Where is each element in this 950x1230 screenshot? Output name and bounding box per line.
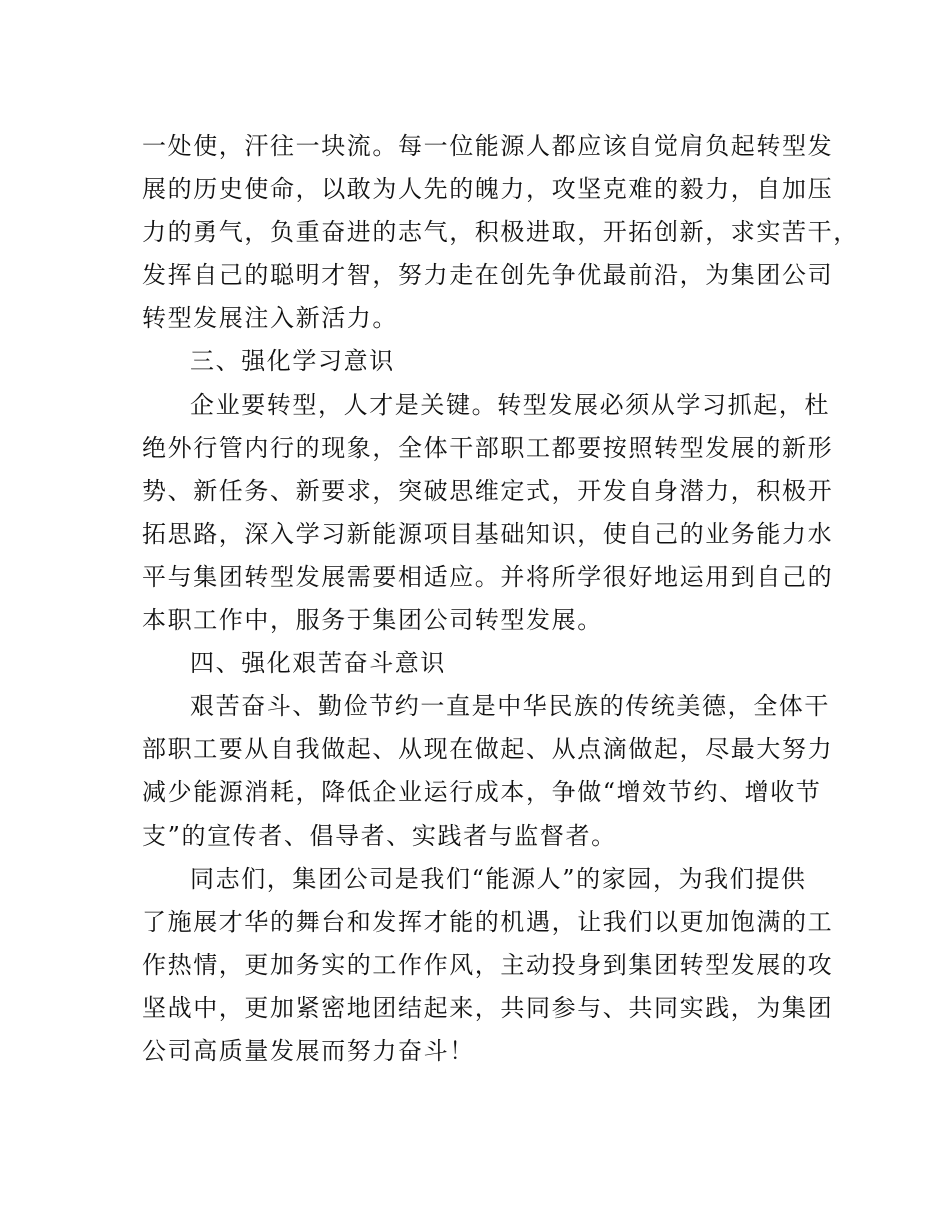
paragraph-learning-line: 势、新任务、新要求，突破思维定式，开发自身潜力，积极开: [142, 476, 834, 505]
paragraph-continuation-line: 一处使，汗往一块流。每一位能源人都应该自觉肩负起转型发: [142, 132, 834, 160]
paragraph-learning-line: 本职工作中，服务于集团公司转型发展。: [142, 606, 603, 635]
paragraph-continuation-line: 力的勇气，负重奋进的志气，积极进取，开拓创新，求实苦干，: [142, 218, 859, 247]
paragraph-continuation-line: 展的历史使命，以敢为人先的魄力，攻坚克难的毅力，自加压: [142, 175, 834, 204]
paragraph-closing-line: 作热情，更加务实的工作作风，主动投身到集团转型发展的攻: [142, 950, 834, 979]
section-heading-hard-work: 四、强化艰苦奋斗意识: [190, 649, 446, 678]
paragraph-closing-line: 同志们，集团公司是我们“能源人”的家园，为我们提供: [190, 864, 807, 893]
paragraph-continuation-line: 转型发展注入新活力。: [142, 304, 398, 333]
paragraph-closing-line: 公司高质量发展而努力奋斗！: [142, 1036, 475, 1065]
paragraph-closing-line: 坚战中，更加紧密地团结起来，共同参与、共同实践，为集团: [142, 993, 834, 1022]
paragraph-closing-line: 了施展才华的舞台和发挥才能的机遇，让我们以更加饱满的工: [142, 907, 834, 936]
paragraph-hard-work-line: 部职工要从自我做起、从现在做起、从点滴做起，尽最大努力: [142, 735, 834, 764]
paragraph-learning-line: 平与集团转型发展需要相适应。并将所学很好地运用到自己的: [142, 562, 834, 591]
document-body: [142, 125, 859, 1073]
paragraph-learning-line: 拓思路，深入学习新能源项目基础知识，使自己的业务能力水: [142, 519, 834, 548]
paragraph-hard-work-line: 艰苦奋斗、勤俭节约一直是中华民族的传统美德，全体干: [190, 692, 830, 721]
paragraph-continuation-line: 发挥自己的聪明才智，努力走在创先争优最前沿，为集团公司: [142, 261, 834, 290]
section-heading-learning: 三、强化学习意识: [190, 347, 395, 376]
paragraph-hard-work-line: 支”的宣传者、倡导者、实践者与监督者。: [142, 821, 617, 850]
paragraph-hard-work-line: 减少能源消耗，降低企业运行成本，争做“增效节约、增收节: [142, 778, 822, 807]
paragraph-learning-line: 绝外行管内行的现象，全体干部职工都要按照转型发展的新形: [142, 433, 834, 462]
paragraph-learning-line: 企业要转型，人才是关键。转型发展必须从学习抓起，杜: [190, 390, 830, 419]
